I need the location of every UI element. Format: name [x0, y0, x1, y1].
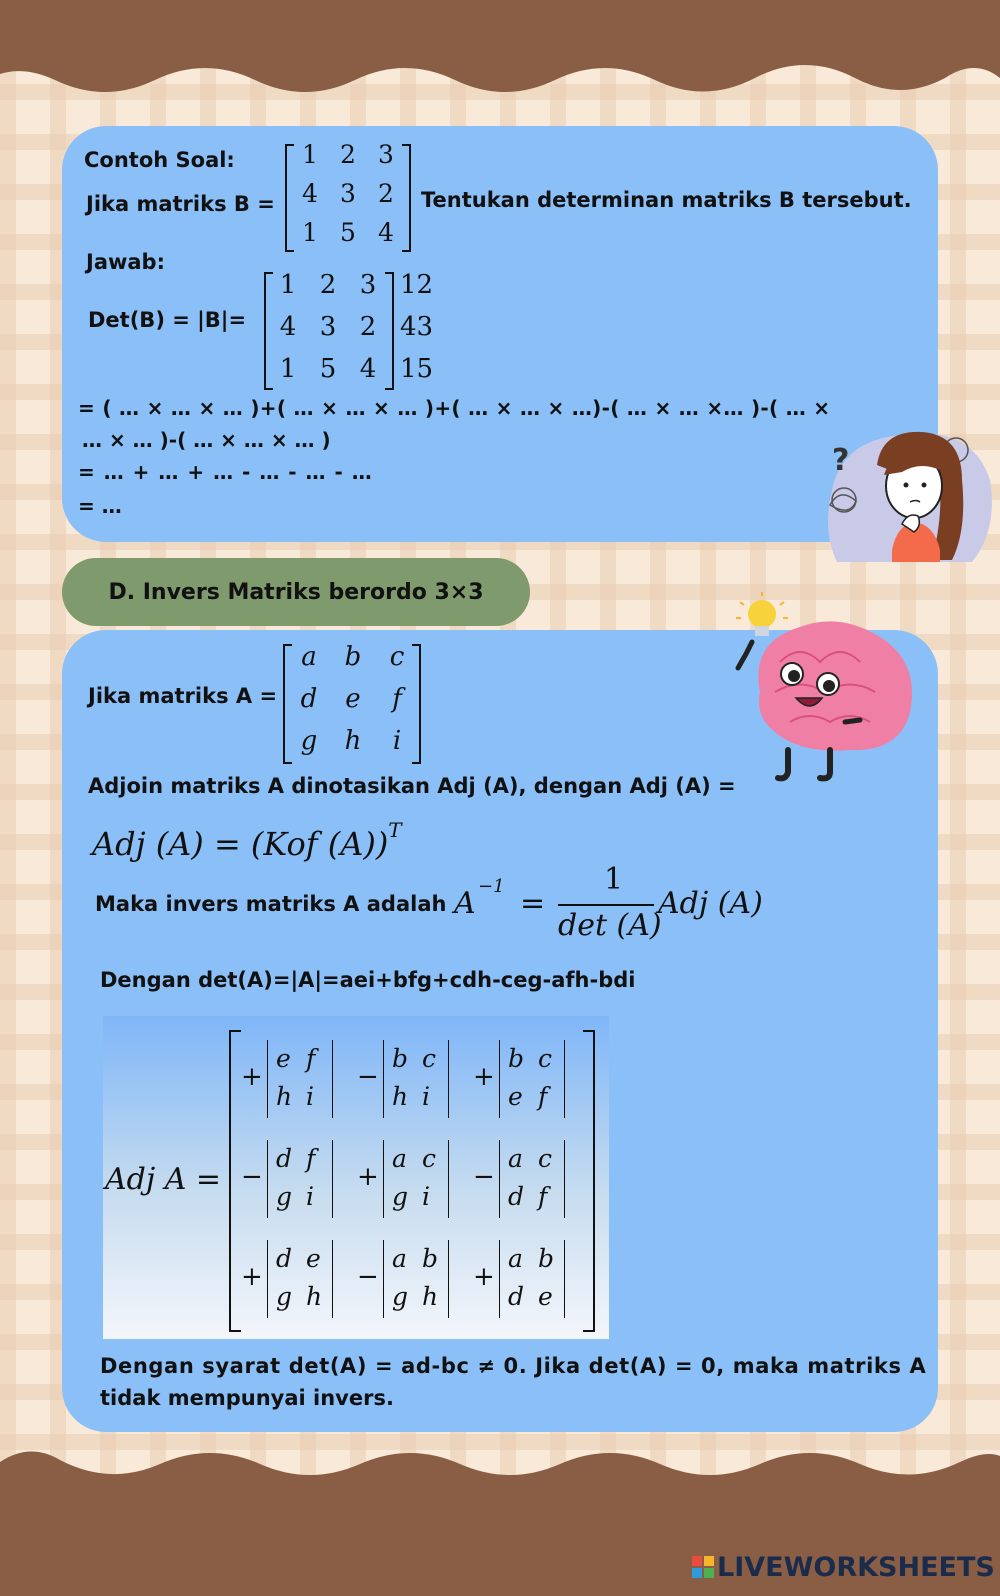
- det-matrix-cell: 4: [359, 354, 377, 384]
- matrix-a-cell: g: [300, 726, 318, 756]
- adj-cell-entry: h: [306, 1282, 323, 1311]
- matrix-a-cell: b: [344, 642, 362, 672]
- matrix-b-cell: 3: [340, 179, 356, 208]
- adj-cell-sign: −: [241, 1162, 263, 1192]
- extra-col-value: 12: [400, 270, 434, 300]
- condition-line-2: tidak mempunyai invers.: [100, 1386, 394, 1410]
- matrix-bracket-right: [583, 1030, 595, 1332]
- det-extra-columns: [400, 270, 450, 396]
- adj-cell-entry: a: [392, 1244, 407, 1273]
- calc-line-3: = … + … + … - … - … - …: [78, 460, 373, 484]
- det-matrix-cell: 3: [319, 312, 337, 342]
- adj-cell-entry: i: [422, 1182, 430, 1211]
- adj-cell-determinant: [499, 1140, 565, 1218]
- adj-label: Adj A =: [105, 1162, 222, 1197]
- lightbulb-icon: [736, 592, 788, 636]
- adj-cell-entry: i: [306, 1182, 314, 1211]
- matrix-a-grid: [287, 642, 417, 768]
- adj-formula-text: Adj (A) = (Kof (A)): [92, 825, 389, 863]
- example-task: Tentukan determinan matriks B tersebut.: [421, 188, 912, 212]
- matrix-b: [285, 140, 411, 252]
- adj-cell-entry: a: [508, 1144, 523, 1173]
- matrix-b-cell: 1: [302, 218, 318, 247]
- adj-cell-determinant: [499, 1040, 565, 1118]
- adj-cell-entry: i: [306, 1082, 314, 1111]
- adj-cell-entry: d: [508, 1282, 525, 1311]
- inverse-if-label: Jika matriks A =: [88, 684, 278, 708]
- adj-cell-entry: b: [392, 1044, 409, 1073]
- adj-cell-sign: +: [241, 1262, 263, 1292]
- det-matrix-cell: 2: [319, 270, 337, 300]
- liveworksheets-logo: [692, 1552, 995, 1583]
- top-wave-border: [0, 0, 1000, 115]
- adj-cell-sign: +: [357, 1162, 379, 1192]
- matrix-a-cell: c: [389, 642, 405, 672]
- matrix-b-cell: 5: [340, 218, 356, 247]
- liveworksheets-logo-icon: [692, 1556, 714, 1578]
- adj-cell-determinant: [499, 1240, 565, 1318]
- matrix-b-cell: 2: [378, 179, 394, 208]
- calc-line-4: = …: [78, 494, 122, 518]
- adj-cell-entry: c: [538, 1044, 553, 1073]
- example-title: Contoh Soal:: [84, 148, 235, 172]
- matrix-a-cell: i: [392, 726, 402, 756]
- adj-cell-determinant: [267, 1140, 333, 1218]
- det-matrix-cell: 2: [359, 312, 377, 342]
- adj-cell-determinant: [383, 1240, 449, 1318]
- matrix-b-grid: [291, 140, 405, 257]
- adj-cell-entry: h: [422, 1282, 439, 1311]
- adj-cell-sign: −: [473, 1162, 495, 1192]
- extra-col-value: 15: [400, 354, 434, 384]
- adj-cell-determinant: [383, 1140, 449, 1218]
- adj-cell-entry: g: [276, 1182, 293, 1211]
- adj-cell-entry: d: [276, 1144, 293, 1173]
- matrix-b-cell: 1: [302, 140, 318, 169]
- det-matrix-grid: [268, 270, 388, 396]
- section-heading: D. Invers Matriks berordo 3×3: [62, 558, 530, 626]
- brain-mascot-illustration: [730, 592, 920, 792]
- adj-cell-sign: +: [473, 1062, 495, 1092]
- matrix-a-cell: f: [392, 684, 402, 714]
- matrix-a-cell: e: [345, 684, 361, 714]
- adj-cell-determinant: [383, 1040, 449, 1118]
- adj-cell-entry: b: [508, 1044, 525, 1073]
- matrix-b-cell: 3: [378, 140, 394, 169]
- svg-text:?: ?: [832, 443, 850, 478]
- det-matrix-cell: 1: [279, 270, 297, 300]
- adj-cell-entry: h: [276, 1082, 293, 1111]
- matrix-a-cell: d: [300, 684, 318, 714]
- inverse-equals: =: [520, 886, 546, 921]
- adj-cell-entry: g: [392, 1282, 409, 1311]
- adj-cell-entry: f: [306, 1044, 316, 1073]
- inverse-denominator: det (A): [558, 908, 662, 943]
- adj-cell-entry: c: [538, 1144, 553, 1173]
- matrix-a-cell: h: [344, 726, 362, 756]
- det-matrix-cell: 1: [279, 354, 297, 384]
- adj-cell-entry: b: [538, 1244, 555, 1273]
- adj-cell-determinant: [267, 1040, 333, 1118]
- adj-cell-entry: d: [508, 1182, 525, 1211]
- adj-cell-entry: e: [276, 1044, 291, 1073]
- calc-line-1: = ( … × … × … )+( … × … × … )+( … × … × …)-( … × … ×… )-( … ×: [78, 396, 831, 420]
- adj-cell-sign: +: [241, 1062, 263, 1092]
- adjoint-matrix-figure: [103, 1016, 609, 1339]
- det-matrix-b: [264, 272, 394, 390]
- adj-cell-entry: h: [392, 1082, 409, 1111]
- adj-formula: [92, 818, 402, 863]
- adj-cell-entry: f: [538, 1082, 548, 1111]
- adj-cell-entry: d: [276, 1244, 293, 1273]
- adj-cell-entry: f: [538, 1182, 548, 1211]
- answer-label: Jawab:: [86, 250, 165, 274]
- adj-cell-entry: a: [508, 1244, 523, 1273]
- adj-cell-entry: g: [392, 1182, 409, 1211]
- adj-cell-entry: g: [276, 1282, 293, 1311]
- extra-col-value: 43: [400, 312, 434, 342]
- adj-cell-entry: e: [508, 1082, 523, 1111]
- det-matrix-cell: 3: [359, 270, 377, 300]
- example-if-label: Jika matriks B =: [86, 192, 275, 216]
- det-matrix-cell: 4: [279, 312, 297, 342]
- matrix-a: [283, 644, 421, 764]
- condition-line-1: Dengan syarat det(A) = ad-bc ≠ 0. Jika det(A) = 0, maka matriks A: [100, 1354, 927, 1378]
- matrix-b-cell: 2: [340, 140, 356, 169]
- adj-cell-determinant: [267, 1240, 333, 1318]
- inverse-label: Maka invers matriks A adalah: [95, 892, 447, 916]
- adjoint-description: Adjoin matriks A dinotasikan Adj (A), dengan Adj (A) =: [88, 774, 736, 798]
- det-matrix-cell: 5: [319, 354, 337, 384]
- calc-line-2: … × … )-( … × … × … ): [82, 428, 331, 452]
- adj-cell-entry: c: [422, 1144, 437, 1173]
- fraction-bar: [558, 904, 654, 906]
- adj-cell-entry: e: [538, 1282, 553, 1311]
- adj-cell-entry: f: [306, 1144, 316, 1173]
- inverse-lhs: A: [454, 886, 476, 921]
- matrix-bracket-left: [229, 1030, 241, 1332]
- matrix-b-cell: 4: [378, 218, 394, 247]
- inverse-formula: [454, 864, 784, 954]
- adj-formula-transpose: T: [388, 818, 402, 842]
- det-label: Det(B) = |B|=: [88, 308, 247, 332]
- inverse-numerator: 1: [604, 862, 624, 897]
- adj-cell-sign: −: [357, 1262, 379, 1292]
- adj-cell-entry: b: [422, 1244, 439, 1273]
- adj-cell-sign: −: [357, 1062, 379, 1092]
- det-definition: Dengan det(A)=|A|=aei+bfg+cdh-ceg-afh-bdi: [100, 968, 636, 992]
- adj-cell-entry: e: [306, 1244, 321, 1273]
- adj-cell-sign: +: [473, 1262, 495, 1292]
- inverse-rhs: Adj (A): [658, 886, 763, 921]
- adj-cell-entry: i: [422, 1082, 430, 1111]
- inverse-lhs-exp: −1: [478, 876, 505, 897]
- thinking-girl-illustration: [822, 420, 998, 562]
- adj-cell-entry: c: [422, 1044, 437, 1073]
- matrix-a-cell: a: [301, 642, 317, 672]
- matrix-b-cell: 4: [302, 179, 318, 208]
- adj-cell-entry: a: [392, 1144, 407, 1173]
- logo-text: LIVEWORKSHEETS: [717, 1552, 995, 1583]
